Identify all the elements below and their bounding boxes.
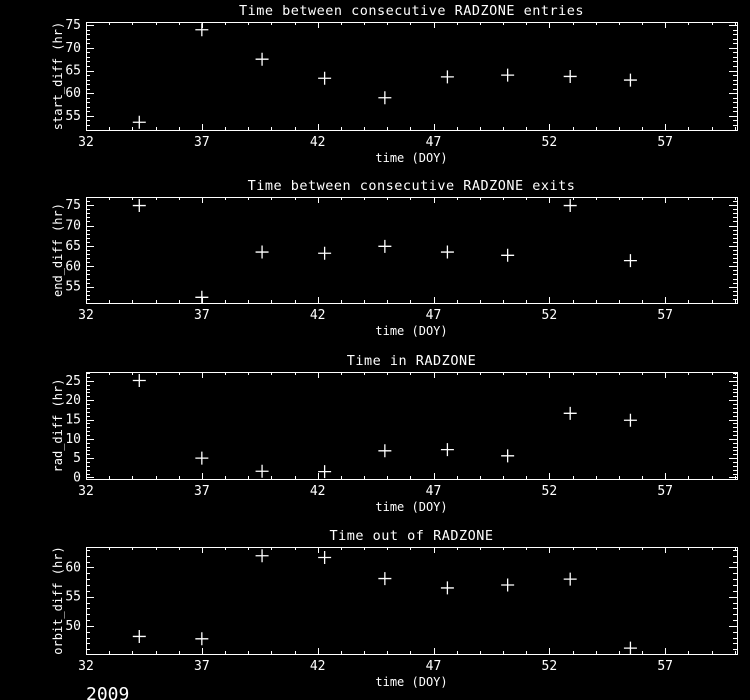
y-tick-label: 20: [65, 393, 81, 409]
data-point-marker: [256, 549, 269, 562]
x-tick-label: 52: [541, 484, 558, 499]
plot-frame: [87, 373, 738, 480]
y-tick-label: 65: [65, 63, 81, 79]
data-point-marker: [256, 465, 269, 478]
x-tick-label: 37: [194, 135, 210, 150]
y-tick-label: 70: [65, 40, 81, 56]
y-tick-label: 75: [65, 198, 81, 214]
x-tick-label: 52: [541, 135, 558, 150]
data-point-marker: [195, 23, 208, 36]
data-point-marker: [501, 449, 514, 462]
data-point-marker: [501, 249, 514, 262]
x-tick-label: 32: [78, 135, 94, 150]
y-tick-label: 15: [65, 412, 81, 428]
subplot-time-in-radzone: [51, 353, 738, 514]
x-axis-label: time (DOY): [375, 500, 448, 514]
x-tick-label: 32: [78, 659, 94, 674]
x-tick-label: 52: [541, 308, 558, 323]
y-tick-label: 25: [65, 373, 81, 389]
data-point-marker: [441, 246, 454, 259]
data-point-marker: [564, 407, 577, 420]
data-point-marker: [501, 69, 514, 82]
data-point-marker: [378, 240, 391, 253]
y-tick-label: 0: [73, 470, 81, 486]
data-point-marker: [195, 452, 208, 465]
x-tick-label: 32: [78, 308, 94, 323]
year-label: 2009: [86, 684, 130, 700]
data-point-marker: [133, 199, 146, 212]
y-tick-label: 55: [65, 589, 81, 605]
data-point-marker: [624, 74, 637, 87]
data-point-marker: [133, 630, 146, 643]
y-tick-label: 60: [65, 86, 81, 102]
x-tick-label: 52: [541, 659, 558, 674]
data-point-marker: [133, 116, 146, 129]
data-point-marker: [501, 579, 514, 592]
x-axis-label: time (DOY): [375, 675, 448, 689]
x-axis-label: time (DOY): [375, 151, 448, 165]
x-axis-label: time (DOY): [375, 324, 448, 338]
plot-title: Time out of RADZONE: [329, 528, 494, 544]
x-tick-label: 57: [657, 308, 674, 323]
y-tick-label: 5: [73, 451, 81, 467]
data-point-marker: [441, 70, 454, 83]
y-axis-label: end_diff (hr): [51, 203, 65, 297]
x-tick-label: 42: [309, 484, 326, 499]
plot-title: Time between consecutive RADZONE exits: [247, 178, 576, 194]
y-tick-label: 60: [65, 259, 81, 275]
y-tick-label: 55: [65, 279, 81, 295]
data-point-marker: [318, 72, 331, 85]
data-point-marker: [624, 254, 637, 267]
x-tick-label: 47: [425, 484, 442, 499]
data-point-marker: [624, 642, 637, 655]
y-tick-label: 50: [65, 618, 81, 634]
y-tick-label: 60: [65, 560, 81, 576]
y-tick-label: 10: [65, 431, 81, 447]
x-tick-label: 47: [425, 135, 442, 150]
x-tick-label: 47: [425, 659, 442, 674]
data-point-marker: [195, 632, 208, 645]
y-tick-label: 75: [65, 18, 81, 34]
x-tick-label: 47: [425, 308, 442, 323]
x-tick-label: 57: [657, 484, 674, 499]
subplot-entries: [51, 3, 738, 165]
x-tick-label: 42: [309, 659, 326, 674]
y-axis-label: orbit_diff (hr): [51, 546, 65, 655]
data-point-marker: [256, 53, 269, 66]
x-tick-label: 37: [194, 659, 210, 674]
x-tick-label: 37: [194, 308, 210, 323]
data-point-marker: [256, 246, 269, 259]
x-tick-label: 42: [309, 135, 326, 150]
data-point-marker: [564, 573, 577, 586]
data-point-marker: [564, 70, 577, 83]
plot-frame: [87, 23, 738, 131]
plot-title: Time in RADZONE: [346, 353, 477, 369]
data-point-marker: [318, 465, 331, 478]
plot-frame: [87, 198, 738, 304]
x-tick-label: 37: [194, 484, 210, 499]
x-tick-label: 57: [657, 659, 674, 674]
data-point-marker: [133, 374, 146, 387]
data-point-marker: [441, 443, 454, 456]
data-point-marker: [441, 581, 454, 594]
data-point-marker: [318, 551, 331, 564]
data-point-marker: [378, 91, 391, 104]
subplot-time-out-radzone: [51, 528, 738, 689]
plot-title: Time between consecutive RADZONE entries: [238, 3, 585, 19]
y-axis-label: start_diff (hr): [51, 21, 65, 131]
data-point-marker: [378, 444, 391, 457]
y-tick-label: 70: [65, 218, 81, 234]
subplot-exits: [51, 178, 738, 338]
y-axis-label: rad_diff (hr): [51, 378, 65, 473]
plot-frame: [87, 548, 738, 655]
data-point-marker: [378, 572, 391, 585]
x-tick-label: 57: [657, 135, 674, 150]
x-tick-label: 42: [309, 308, 326, 323]
data-point-marker: [624, 414, 637, 427]
y-tick-label: 65: [65, 238, 81, 254]
y-tick-label: 55: [65, 108, 81, 124]
x-tick-label: 32: [78, 484, 94, 499]
data-point-marker: [195, 291, 208, 304]
data-point-marker: [564, 199, 577, 212]
data-point-marker: [318, 247, 331, 260]
